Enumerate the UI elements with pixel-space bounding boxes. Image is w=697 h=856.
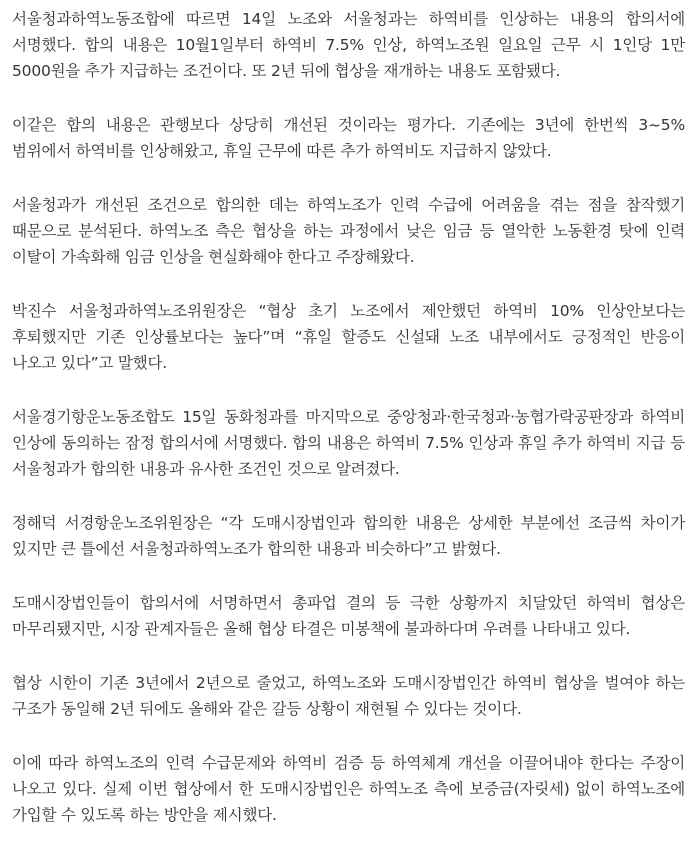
article-paragraph: 박진수 서울청과하역노조위원장은 “협상 초기 노조에서 제안했던 하역비 10% 인상안보다는 후퇴했지만 기존 인상률보다는 높다”며 “휴일 할증도 신설돼 노조 내부에서도 긍정적인 반응이 나오고 있다”고 말했다. (12, 302, 685, 372)
article-paragraph: 정해덕 서경항운노조위원장은 “각 도매시장법인과 합의한 내용은 상세한 부분에선 조금씩 차이가 있지만 큰 틀에선 서울청과하역노조가 합의한 내용과 비슷하다”고 밝혔다. (12, 514, 685, 558)
article-paragraph: 이같은 합의 내용은 관행보다 상당히 개선된 것이라는 평가다. 기존에는 3년에 한번씩 3~5% 범위에서 하역비를 인상해왔고, 휴일 근무에 따른 추가 하역비도 지급하지 않았다. (12, 116, 685, 160)
article-paragraph: 서울경기항운노동조합도 15일 동화청과를 마지막으로 중앙청과·한국청과·농협가락공판장과 하역비 인상에 동의하는 잠정 합의서에 서명했다. 합의 내용은 하역비 7.5% 인상과 휴일 추가 하역비 지급 등 서울청과가 합의한 내용과 유사한 조건인 것으로 알려졌다. (12, 408, 685, 478)
article-paragraph: 협상 시한이 기존 3년에서 2년으로 줄었고, 하역노조와 도매시장법인간 하역비 협상을 벌여야 하는 구조가 동일해 2년 뒤에도 올해와 같은 갈등 상황이 재현될 수 있다는 것이다. (12, 674, 685, 718)
article-paragraph: 도매시장법인들이 합의서에 서명하면서 총파업 결의 등 극한 상황까지 치달았던 하역비 협상은 마무리됐지만, 시장 관계자들은 올해 협상 타결은 미봉책에 불과하다며 우려를 나타내고 있다. (12, 594, 685, 638)
article-paragraph: 서울청과가 개선된 조건으로 합의한 데는 하역노조가 인력 수급에 어려움을 겪는 점을 참작했기 때문으로 분석된다. 하역노조 측은 협상을 하는 과정에서 낮은 임금 등 열악한 노동환경 탓에 인력 이탈이 가속화해 임금 인상을 현실화해야 한다고 주장해왔다. (12, 196, 685, 266)
article-paragraph: 서울청과하역노동조합에 따르면 14일 노조와 서울청과는 하역비를 인상하는 내용의 합의서에 서명했다. 합의 내용은 10월1일부터 하역비 7.5% 인상, 하역노조원 일요일 근무 시 1인당 1만 5000원을 추가 지급하는 조건이다. 또 2년 뒤에 협상을 재개하는 내용도 포함됐다. (12, 10, 685, 80)
article-paragraph: 이에 따라 하역노조의 인력 수급문제와 하역비 검증 등 하역체계 개선을 이끌어내야 한다는 주장이 나오고 있다. 실제 이번 협상에서 한 도매시장법인은 하역노조 측에 보증금(자릿세) 없이 하역노조에 가입할 수 있도록 하는 방안을 제시했다. (12, 754, 685, 824)
